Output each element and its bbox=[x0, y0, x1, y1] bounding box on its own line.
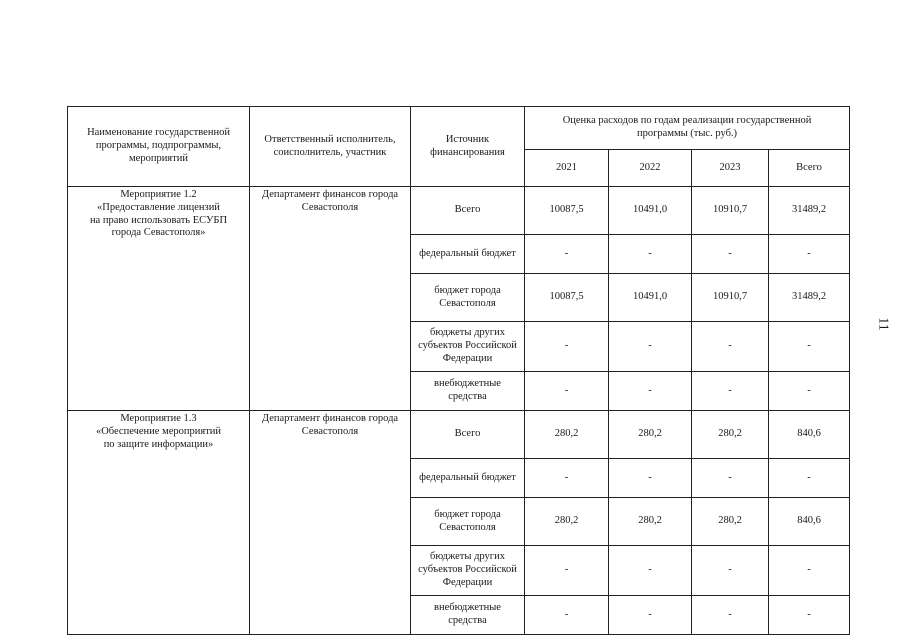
source-cell: федеральный бюджет bbox=[411, 235, 525, 274]
value-cell: 280,2 bbox=[525, 498, 609, 546]
value-cell: - bbox=[769, 596, 850, 635]
source-cell: бюджеты других субъектов Российской Федерации bbox=[411, 546, 525, 596]
value-cell: - bbox=[609, 596, 692, 635]
header-year-2021: 2021 bbox=[525, 150, 609, 187]
value-cell: 280,2 bbox=[692, 498, 769, 546]
source-cell: внебюджетные средства bbox=[411, 596, 525, 635]
value-cell: - bbox=[609, 546, 692, 596]
value-cell: 840,6 bbox=[769, 498, 850, 546]
value-cell: 31489,2 bbox=[769, 274, 850, 322]
table-row bbox=[68, 411, 850, 459]
page-number: 11 bbox=[875, 317, 891, 331]
value-cell: 280,2 bbox=[609, 498, 692, 546]
value-cell: 10491,0 bbox=[609, 187, 692, 235]
value-cell: - bbox=[525, 596, 609, 635]
header-total: Всего bbox=[769, 150, 850, 187]
value-cell: - bbox=[525, 235, 609, 274]
value-cell: - bbox=[525, 372, 609, 411]
program-name-cell: Мероприятие 1.2 «Предоставление лицензий на право использовать ЕСУБП города Севастополя» bbox=[68, 187, 250, 411]
value-cell: - bbox=[525, 322, 609, 372]
value-cell: - bbox=[692, 596, 769, 635]
source-cell: бюджеты других субъектов Российской Федерации bbox=[411, 322, 525, 372]
source-cell: внебюджетные средства bbox=[411, 372, 525, 411]
value-cell: - bbox=[769, 459, 850, 498]
header-year-2022: 2022 bbox=[609, 150, 692, 187]
value-cell: - bbox=[692, 459, 769, 498]
source-cell: федеральный бюджет bbox=[411, 459, 525, 498]
value-cell: - bbox=[692, 372, 769, 411]
value-cell: 10910,7 bbox=[692, 274, 769, 322]
responsible-cell: Департамент финансов города Севастополя bbox=[250, 187, 411, 411]
header-source: Источник финансирования bbox=[411, 107, 525, 187]
value-cell: - bbox=[525, 459, 609, 498]
value-cell: - bbox=[769, 546, 850, 596]
value-cell: - bbox=[609, 372, 692, 411]
value-cell: 840,6 bbox=[769, 411, 850, 459]
value-cell: - bbox=[692, 322, 769, 372]
source-cell: бюджет города Севастополя bbox=[411, 498, 525, 546]
value-cell: 10910,7 bbox=[692, 187, 769, 235]
table-row bbox=[68, 187, 850, 235]
value-cell: - bbox=[609, 459, 692, 498]
header-estimate: Оценка расходов по годам реализации государственной программы (тыс. руб.) bbox=[525, 107, 850, 150]
value-cell: 31489,2 bbox=[769, 187, 850, 235]
value-cell: - bbox=[692, 235, 769, 274]
source-cell: бюджет города Севастополя bbox=[411, 274, 525, 322]
header-year-2023: 2023 bbox=[692, 150, 769, 187]
value-cell: 280,2 bbox=[609, 411, 692, 459]
value-cell: 280,2 bbox=[692, 411, 769, 459]
value-cell: - bbox=[609, 235, 692, 274]
value-cell: 280,2 bbox=[525, 411, 609, 459]
value-cell: - bbox=[769, 235, 850, 274]
value-cell: 10087,5 bbox=[525, 274, 609, 322]
budget-table bbox=[67, 106, 850, 635]
value-cell: - bbox=[692, 546, 769, 596]
value-cell: - bbox=[609, 322, 692, 372]
source-cell: Всего bbox=[411, 187, 525, 235]
value-cell: 10087,5 bbox=[525, 187, 609, 235]
responsible-cell: Департамент финансов города Севастополя bbox=[250, 411, 411, 635]
header-program-name: Наименование государственной программы, подпрограммы, мероприятий bbox=[68, 107, 250, 187]
value-cell: - bbox=[769, 322, 850, 372]
value-cell: 10491,0 bbox=[609, 274, 692, 322]
source-cell: Всего bbox=[411, 411, 525, 459]
program-name-cell: Мероприятие 1.3 «Обеспечение мероприятий по защите информации» bbox=[68, 411, 250, 635]
value-cell: - bbox=[525, 546, 609, 596]
value-cell: - bbox=[769, 372, 850, 411]
header-responsible: Ответственный исполнитель, соисполнитель, участник bbox=[250, 107, 411, 187]
